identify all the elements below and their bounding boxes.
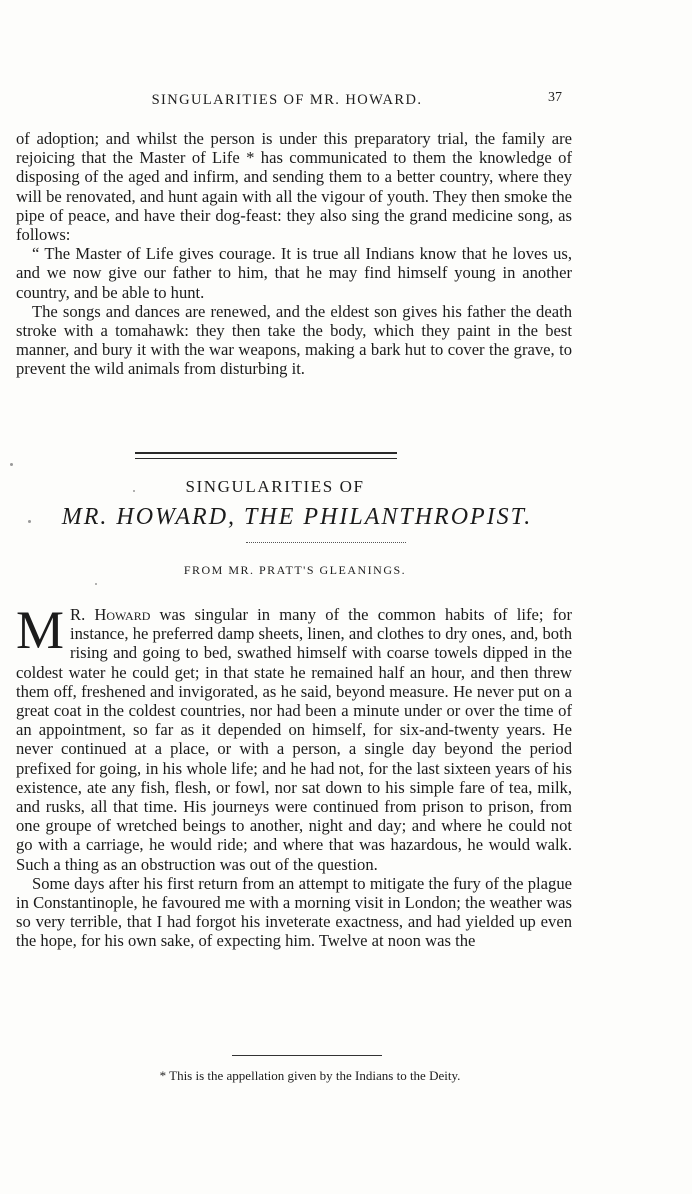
title-rule [246, 542, 406, 543]
page-number: 37 [548, 90, 562, 105]
article-body [16, 600, 572, 951]
article-paragraph-1 [16, 600, 572, 874]
running-head: SINGULARITIES OF MR. HOWARD. [151, 92, 423, 108]
paragraph-1-text: was singular in many of the common habits of life; for instance, he preferred damp sheets, linen, and clothes to dry ones, and, both rising and going to bed, swathed himself with coarse towels dipped in the coldest water he could get; in that state he remained half an hour, and then threw them off, freshened and invigorated, as he said, beyond measure. He never put on a great coat in the coldest countries, nor had been a minute under or over the time of an appointment, so far as it depended on himself, for six-and-twenty years. He never continued at a place, or with a person, a single day beyond the period prefixed for going, in his whole life; and he had not, for the last sixteen years of his existence, ate any fish, flesh, or fowl, nor sat down to his simple fare of tea, milk, and rusks, all that time. His journeys were continued from prison to prison, from one groupe of wretched beings to another, night and day; and where he could not go with a carriage, he would ride; and where that was hazardous, he would walk. Such a thing as an obstruction was out of the question. [16, 605, 572, 874]
paragraph-song: “ The Master of Life gives courage. It is true all Indians know that he loves us, and we now give our father to him, that he may find himself young in another country, and be able to hunt. [16, 244, 572, 302]
article-paragraph-2: Some days after his first return from an attempt to mitigate the fury of the plague in Constantinople, he favoured me with a morning visit in London; the weather was so very terrible, that I had forgot his inveterate exactness, and had yielded up even the hope, for his own sake, of expecting him. Twelve at noon was the [16, 873, 572, 951]
article-title-line-1: SINGULARITIES OF [185, 477, 365, 496]
continued-text-section [16, 129, 572, 379]
paper-speck [28, 520, 31, 523]
paragraph-adoption: of adoption; and whilst the person is under this preparatory trial, the family are rejoicing that the Master of Life * has communicated to them the knowledge of disposing of the aged and infirm, and sending them to a better country, where they will be renovated, and hunt again with all the vigour of youth. They then smoke the pipe of peace, and have their dog-feast: they also sing the grand medicine song, as follows: [16, 129, 572, 245]
footnote: * This is the appellation given by the Indians to the Deity. [159, 1068, 461, 1083]
article-source: FROM MR. PRATT'S GLEANINGS. [183, 563, 407, 577]
section-divider-thin [135, 458, 397, 459]
section-divider-thick [135, 452, 397, 454]
opening-words: R. Howard [70, 605, 151, 624]
paper-speck [133, 490, 135, 492]
paragraph-burial: The songs and dances are renewed, and the eldest son gives his father the death stroke with a tomahawk: they then take the body, which they paint in the best manner, and bury it with the war weapons, making a bark hut to cover the grave, to prevent the wild animals from disturbing it. [16, 301, 572, 379]
article-title-line-2: MR. HOWARD, THE PHILANTHROPIST. [61, 504, 533, 530]
paper-speck [95, 583, 97, 585]
footnote-rule [232, 1055, 382, 1056]
drop-cap: M [16, 600, 65, 660]
paper-speck [10, 463, 13, 466]
